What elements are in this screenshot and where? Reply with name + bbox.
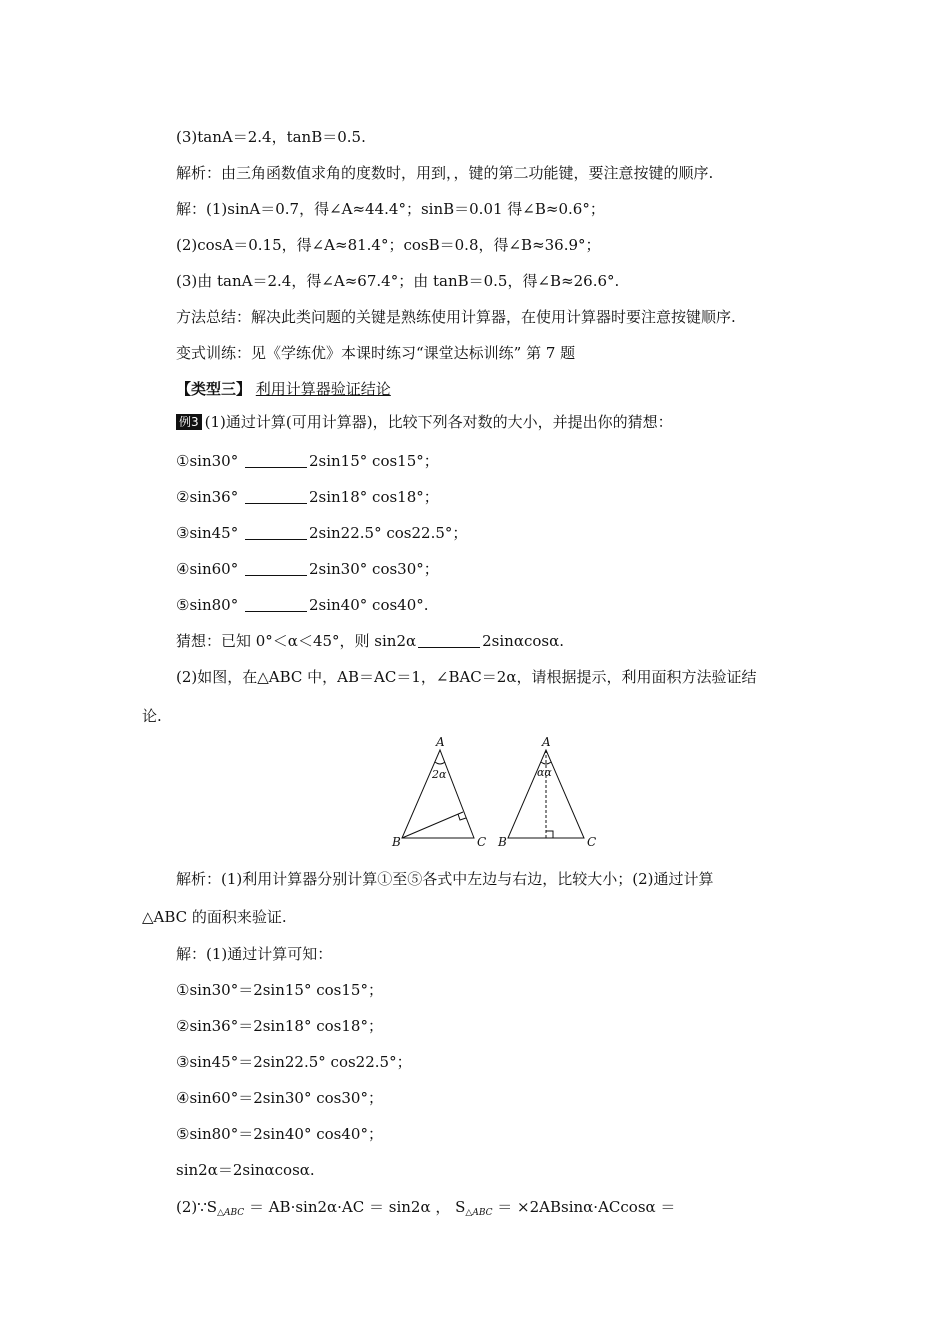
solution2-item-5: ⑤sin80°＝2sin40° cos40°；: [176, 1125, 383, 1143]
left-triangle: [391, 735, 486, 849]
variant-training: 变式训练：见《学练优》本课时练习“课堂达标训练” 第 7 题: [176, 344, 576, 362]
question-2: ②sin36° 2sin18° cos18°；: [176, 488, 439, 506]
line-tan-values: (3)tanA＝2.4，tanB＝0.5.: [176, 128, 366, 146]
blank: [245, 489, 307, 504]
solution2-item-4: ④sin60°＝2sin30° cos30°；: [176, 1089, 383, 1107]
type-heading: [176, 379, 391, 399]
analysis2-line-1: 解析：(1)利用计算器分别计算①至⑤各式中左边与右边，比较大小；(2)通过计算: [176, 870, 714, 888]
right-triangle-shape: [508, 750, 584, 838]
analysis2-line-2: △ABC 的面积来验证.: [142, 908, 287, 926]
guess-line: 猜想：已知 0°＜α＜45°，则 sin2α 2sinαcosα.: [176, 632, 564, 650]
solution2-intro: 解：(1)通过计算可知：: [176, 945, 333, 963]
solution-line-1: 解：(1)sinA＝0.7，得∠A≈44.4°；sinB＝0.01 得∠B≈0.6°；: [176, 200, 605, 218]
question-4: ④sin60° 2sin30° cos30°；: [176, 560, 439, 578]
question-3: ③sin45° 2sin22.5° cos22.5°；: [176, 524, 468, 542]
left-angle-label: 2α: [432, 768, 447, 781]
left-angle-arc: [435, 762, 445, 764]
area-proof-line: $(2)\because S_{\triangle ABC} = AB\cdot\sin 2\alpha\cdot AC = \sin 2\alpha$ ， $S_{\triangle ABC} = \times 2ABsin\alpha\cdot ACcos\alpha$ ＝: [176, 1198, 676, 1218]
part2-line-2: 论.: [142, 707, 162, 725]
type-tag: 【类型三】: [176, 380, 252, 398]
part2-line-1: (2)如图，在△ABC 中，AB＝AC＝1，∠BAC＝2α，请根据提示，利用面积方法验证结: [176, 668, 757, 686]
left-label-c: C: [477, 835, 487, 849]
question-1: ①sin30° 2sin15° cos15°；: [176, 452, 439, 470]
type-title: 利用计算器验证结论: [255, 380, 391, 398]
right-angle-label: αα: [537, 766, 552, 779]
solution-line-2: (2)cosA＝0.15，得∠A≈81.4°；cosB＝0.8，得∠B≈36.9°；: [176, 236, 601, 254]
blank: [418, 633, 480, 648]
triangle-figures: [388, 734, 598, 850]
left-label-b: B: [392, 835, 401, 849]
solution2-conclusion: sin2α＝2sinαcosα.: [176, 1161, 315, 1179]
solution2-item-3: ③sin45°＝2sin22.5° cos22.5°；: [176, 1053, 412, 1071]
method-summary: 方法总结：解决此类问题的关键是熟练使用计算器，在使用计算器时要注意按键顺序.: [176, 308, 736, 326]
question-5: ⑤sin80° 2sin40° cos40°.: [176, 596, 429, 614]
blank: [245, 561, 307, 576]
analysis-line: 解析：由三角函数值求角的度数时，用到，，键的第二功能键，要注意按键的顺序.: [176, 164, 714, 182]
solution2-item-2: ②sin36°＝2sin18° cos18°；: [176, 1017, 383, 1035]
blank: [245, 453, 307, 468]
blank: [245, 597, 307, 612]
example-intro: 例3 (1)通过计算(可用计算器)，比较下列各对数的大小，并提出你的猜想：: [176, 412, 673, 432]
example-badge: 例3: [176, 414, 202, 430]
right-label-b: B: [498, 835, 507, 849]
right-label-c: C: [587, 835, 597, 849]
right-triangle: [497, 735, 596, 849]
solution-line-3: (3)由 tanA＝2.4，得∠A≈67.4°；由 tanB＝0.5，得∠B≈26.6°.: [176, 272, 620, 290]
right-right-angle: [546, 831, 553, 838]
blank: [245, 525, 307, 540]
solution2-item-1: ①sin30°＝2sin15° cos15°；: [176, 981, 383, 999]
left-label-a: A: [436, 735, 445, 749]
right-label-a: A: [542, 735, 551, 749]
